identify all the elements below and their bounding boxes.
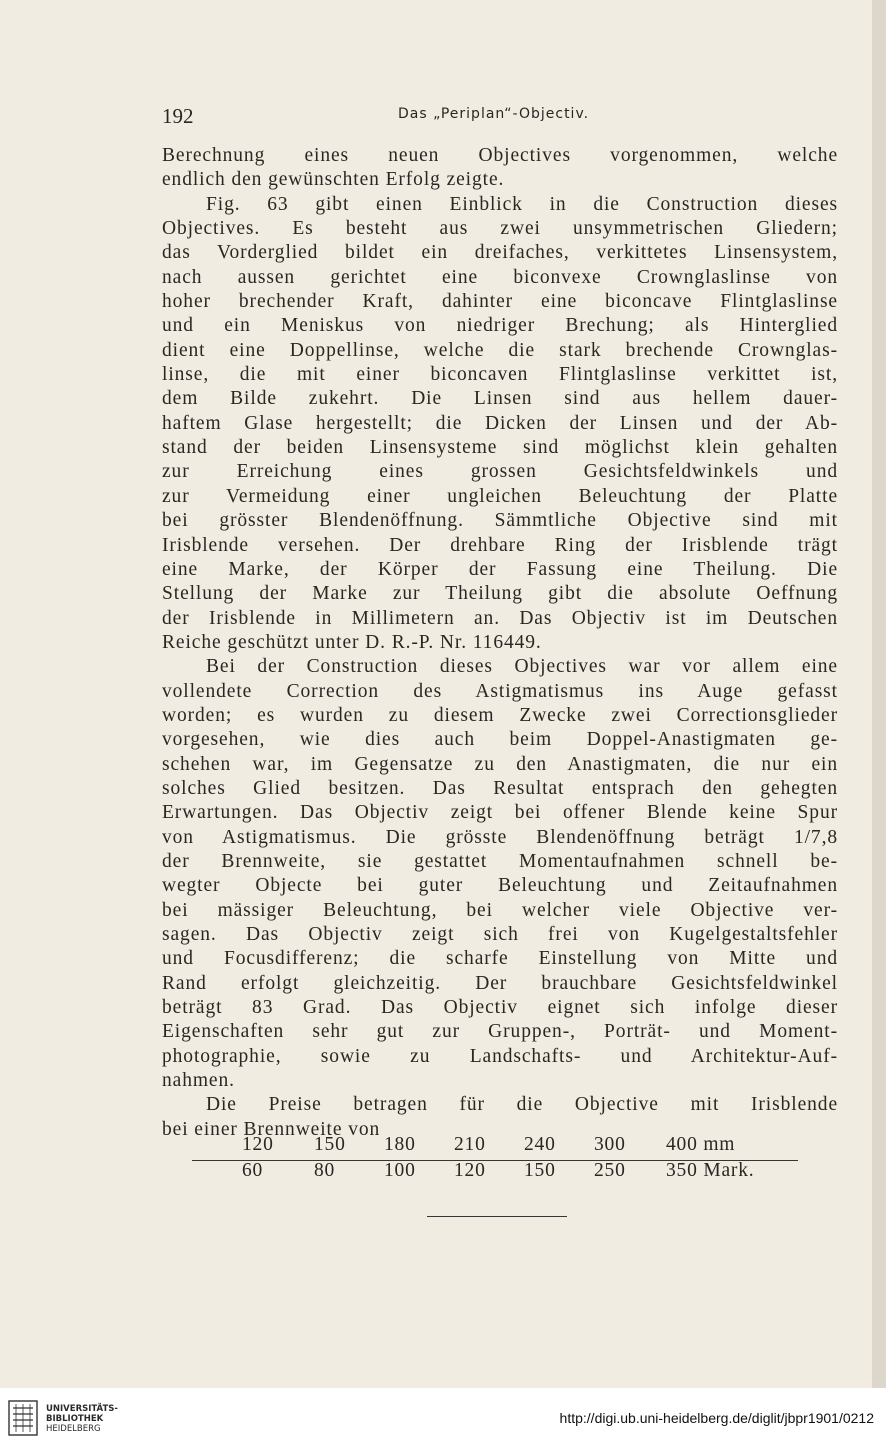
text-line: Fig. 63 gibt einen Einblick in die Construction dieses: [206, 193, 838, 215]
table-cell: 300: [594, 1134, 626, 1155]
text-line: solches Glied besitzen. Das Resultat entsprach den gehegten: [162, 777, 838, 799]
price-row: [192, 1160, 798, 1186]
text-line: Objectives. Es besteht aus zwei unsymmetrischen Gliedern;: [162, 218, 838, 240]
text-line: Eigenschaften sehr gut zur Gruppen-, Porträt- und Moment-: [162, 1021, 838, 1043]
table-cell: 120: [454, 1160, 486, 1181]
text-line: sagen. Das Objectiv zeigt sich frei von Kugelgestaltsfehler: [162, 924, 838, 945]
text-line: Irisblende versehen. Der drehbare Ring der Irisblende trägt: [162, 534, 838, 556]
text-line: und Focusdifferenz; die scharfe Einstellung von Mitte und: [162, 948, 838, 970]
library-logo-icon: [8, 1400, 38, 1436]
text-line: photographie, sowie zu Landschafts- und Architektur-Auf-: [162, 1045, 838, 1067]
text-line: bei mässiger Beleuchtung, bei welcher viele Objective ver-: [162, 899, 838, 921]
body-text: [162, 144, 838, 1142]
table-cell: 100: [384, 1160, 416, 1181]
source-url-link[interactable]: http://digi.ub.uni-heidelberg.de/diglit/jbpr1901/0212: [559, 1410, 874, 1426]
library-name-line: BIBLIOTHEK: [46, 1414, 104, 1424]
table-cell: 400 mm: [666, 1134, 736, 1155]
table-cell: 150: [314, 1134, 346, 1155]
table-cell: 250: [594, 1160, 626, 1181]
text-line: Rand erfolgt gleichzeitig. Der brauchbare Gesichtsfeldwinkel: [162, 972, 838, 994]
text-line: eine Marke, der Körper der Fassung eine Theilung. Die: [162, 558, 838, 580]
running-title: Das „Periplan“-Objectiv.: [398, 106, 590, 122]
text-line: nach aussen gerichtet eine biconvexe Crownglaslinse von: [162, 266, 838, 288]
text-line: schehen war, im Gegensatze zu den Anastigmaten, die nur ein: [162, 753, 838, 775]
text-line: Reiche geschützt unter D. R.-P. Nr. 116449.: [162, 631, 542, 653]
library-name: [46, 1404, 118, 1434]
page-header: [162, 104, 838, 128]
text-line: worden; es wurden zu diesem Zwecke zwei Correctionsglieder: [162, 704, 838, 726]
table-cell: 60: [242, 1160, 264, 1181]
table-cell: 350 Mark.: [666, 1160, 755, 1181]
table-cell: 120: [242, 1134, 274, 1155]
text-line: Die Preise betragen für die Objective mit Irisblende: [206, 1094, 838, 1116]
end-rule: [427, 1216, 567, 1217]
page-number: 192: [162, 104, 194, 128]
text-line: vorgesehen, wie dies auch beim Doppel-Anastigmaten ge-: [162, 729, 838, 751]
focal-length-row: [192, 1134, 798, 1160]
text-line: haftem Glase hergestellt; die Dicken der Linsen und der Ab-: [162, 412, 838, 434]
text-line: beträgt 83 Grad. Das Objectiv eignet sich infolge dieser: [162, 997, 838, 1019]
table-cell: 210: [454, 1134, 486, 1155]
text-line: stand der beiden Linsensysteme sind möglichst klein gehalten: [162, 437, 838, 459]
text-line: dem Bilde zukehrt. Die Linsen sind aus hellem dauer-: [162, 388, 838, 410]
table-cell: 240: [524, 1134, 556, 1155]
text-line: zur Vermeidung einer ungleichen Beleuchtung der Platte: [162, 485, 838, 507]
text-line: der Irisblende in Millimetern an. Das Objectiv ist im Deutschen: [162, 607, 838, 629]
text-line: wegter Objecte bei guter Beleuchtung und Zeitaufnahmen: [162, 875, 838, 897]
text-line: Berechnung eines neuen Objectives vorgenommen, welche: [162, 145, 838, 166]
text-line: und ein Meniskus von niedriger Brechung; als Hinterglied: [162, 315, 838, 337]
table-cell: 180: [384, 1134, 416, 1155]
text-line: von Astigmatismus. Die grösste Blendenöffnung beträgt 1/7,8: [162, 826, 838, 848]
text-line: linse, die mit einer biconcaven Flintglaslinse verkittet ist,: [162, 364, 838, 386]
library-name-line: UNIVERSITÄTS-: [46, 1404, 118, 1414]
text-line: zur Erreichung eines grossen Gesichtsfeldwinkels und: [162, 461, 838, 483]
table-cell: 150: [524, 1160, 556, 1181]
library-name-line: HEIDELBERG: [46, 1424, 101, 1434]
text-line: endlich den gewünschten Erfolg zeigte.: [162, 169, 505, 191]
table-cell: 80: [314, 1160, 336, 1181]
text-line: bei einer Brennweite von: [162, 1118, 381, 1140]
text-line: Erwartungen. Das Objectiv zeigt bei offener Blende keine Spur: [162, 802, 838, 824]
price-table: [192, 1134, 798, 1186]
text-line: bei grösster Blendenöffnung. Sämmtliche Objective sind mit: [162, 510, 838, 532]
text-line: nahmen.: [162, 1070, 235, 1092]
text-line: Stellung der Marke zur Theilung gibt die absolute Oeffnung: [162, 583, 838, 605]
text-line: das Vorderglied bildet ein dreifaches, verkittetes Linsensystem,: [162, 242, 838, 264]
text-line: hoher brechender Kraft, dahinter eine biconcave Flintglaslinse: [162, 291, 838, 313]
text-line: dient eine Doppellinse, welche die stark brechende Crownglas-: [162, 339, 838, 361]
text-line: Bei der Construction dieses Objectives war vor allem eine: [206, 656, 838, 678]
footer: [0, 1388, 886, 1454]
text-line: vollendete Correction des Astigmatismus ins Auge gefasst: [162, 680, 838, 702]
text-line: der Brennweite, sie gestattet Momentaufnahmen schnell be-: [162, 850, 838, 872]
